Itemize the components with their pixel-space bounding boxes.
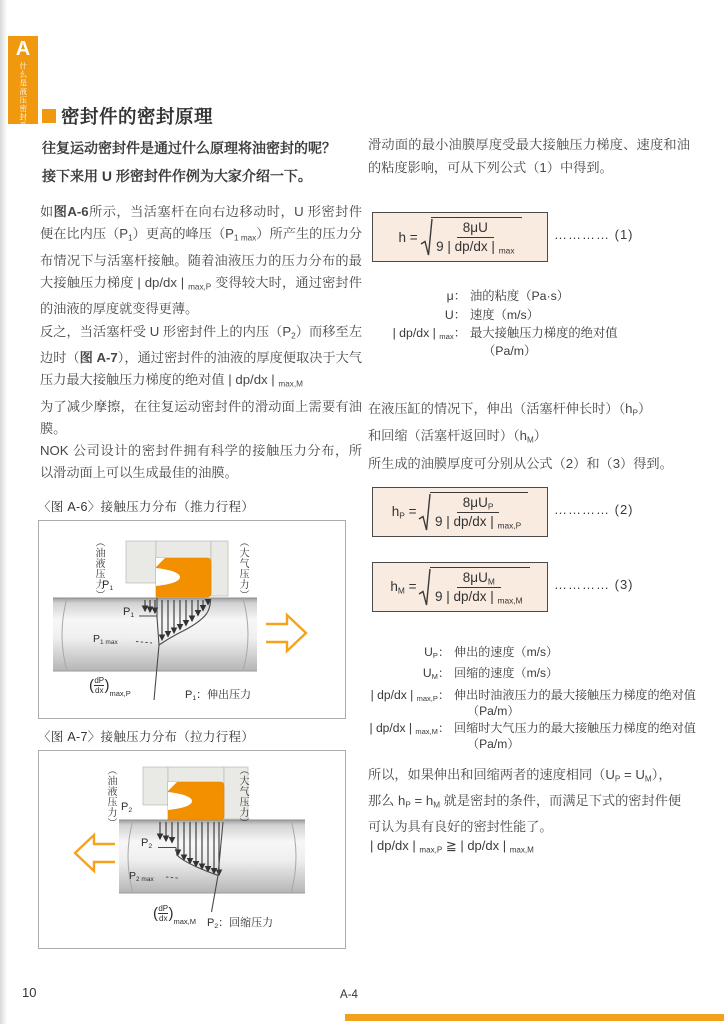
radical-sign [420,217,522,258]
page-number: 10 [22,985,37,1000]
intro-question [42,134,336,190]
u-seal [156,558,211,597]
film-thickness-intro: 滑动面的最小油膜厚度受最大接触压力梯度、速度和油的粘度影响，可从下列公式（1）中得到。 [368,137,690,175]
body-paragraph-3: 为了减少摩擦，在往复运动密封件的滑动面上需要有油膜。 [40,398,362,436]
oil-pressure-label: （油液压力） [93,537,104,600]
p2-max-label: P2 max [129,870,154,883]
intro-question-line-2: 接下来用 U 形密封件作例为大家介绍一下。 [42,168,312,184]
p1-side-label: P1 [102,579,114,592]
formula-2-denominator: 9 | dp/dx | max,P [434,513,522,531]
radical-sign [418,492,528,533]
formula-2-numerator: 8μUP [457,495,500,513]
sealing-condition-inequality: | dp/dx | max,P ≧ | dp/dx | max,M [370,838,534,855]
atmosphere-pressure-label: （大气压力） [237,765,248,828]
footer-accent-bar [345,1014,724,1021]
p2-step-label: P2 [141,837,153,850]
formula-2-ref: ………… (2) [554,502,634,517]
gradient-max-m-label: ( dP dx ) max,M [153,904,196,927]
chapter-tab [8,36,38,139]
formula-3-box [372,562,548,612]
formula-3-numerator: 8μUM [457,570,501,588]
p2-side-label: P2 [121,801,133,814]
body-paragraph-4: NOK 公司设计的密封件拥有科学的接触压力分布，所以滑动面上可以生成最佳的油膜。 [40,443,362,481]
title-bullet-icon [42,109,56,123]
figure-a7-caption: 〈图 A-7〉接触压力分布（拉力行程） [38,730,255,744]
formula-23-legend: UP： 伸出的速度（m/s） UM： 回缩的速度（m/s） | dp/dx | max,P： 伸出时油液压力的最大接触压力梯度的绝对值 （Pa/m） | dp/dx | max,M： 回缩时大气压力的最大接触压力梯度的绝对值 （Pa/m） [369,645,696,752]
intro-question-line-1: 往复运动密封件是通过什么原理将油密封的呢？ [42,140,336,156]
section-heading [42,103,213,129]
body-paragraph-1: 如图A-6所示，当活塞杆在向右边移动时，U 形密封件便在比内压（P1）更高的峰压（P1 max）所产生的压力分布情况下与活塞杆接触。随着油液压力的压力分布的最大接触压力梯度 | dp/dx | max,P 变得较大时，通过密封件的油液的厚度就变得更薄。 [40,204,363,317]
body-paragraph-2: 反之，当活塞杆受 U 形密封件上的内压（P2）而移至左边时（图 A-7），通过密封件的油液的厚度便取决于大气压力最大接触压力梯度的绝对值 | dp/dx | max,M [40,323,363,389]
stroke-direction-arrow [75,835,115,871]
gradient-max-p-label: ( dP dx ) max,P [89,676,131,699]
page-edge-shadow [0,0,7,1024]
cylinder-intro: 在液压缸的情况下，伸出（活塞杆伸长时）（hP） 和回缩（活塞杆返回时）（hM） 所生成的油膜厚度可分别从公式（2）和（3）得到。 [368,401,673,471]
formula-3-ref: ………… (3) [554,577,634,592]
page-title: 密封件的密封原理 [61,106,214,127]
formula-1-denominator: 9 | dp/dx | max [436,238,515,256]
formula-2-lhs: hP = [391,503,417,521]
formula-3-lhs: hM = [390,578,417,596]
stroke-direction-arrow [266,615,306,651]
figure-a6 [38,520,346,719]
p1-step-label: P1 [123,606,135,619]
oil-pressure-label: （油液压力） [105,765,116,828]
formula-1-legend: μ： 油的粘度（Pa·s） U： 速度（m/s） | dp/dx | max： 最大接触压力梯度的绝对值 （Pa/m） [392,289,618,358]
p1-meaning-label: P1：伸出压力 [185,689,252,702]
radical-sign [418,567,529,608]
formula-1-numerator: 8μU [457,220,494,238]
figure-a7 [38,750,346,949]
formula-1-lhs: h = [398,229,418,245]
section-page-label: A-4 [340,989,358,1001]
formula-1-ref: ………… (1) [554,227,634,242]
chapter-letter: A [15,38,31,60]
body-text [40,201,362,485]
p1-max-label: P1 max [93,633,118,646]
formula-1-box [372,212,548,262]
conclusion: 所以，如果伸出和回缩两者的速度相同（UP = UM）， 那么 hP = hM 就是密封的条件，而满足下式的密封件便 可认为具有良好的密封性能了。 [368,767,682,834]
u-seal [168,782,224,820]
figure-a6-caption: 〈图 A-6〉接触压力分布（推力行程） [38,500,255,514]
chapter-label: 什么是液压密封系统 [18,62,28,139]
formula-2-box [372,487,548,537]
atmosphere-pressure-label: （大气压力） [237,537,248,600]
p2-meaning-label: P2：回缩压力 [207,917,274,930]
formula-3-denominator: 9 | dp/dx | max,M [434,588,523,606]
